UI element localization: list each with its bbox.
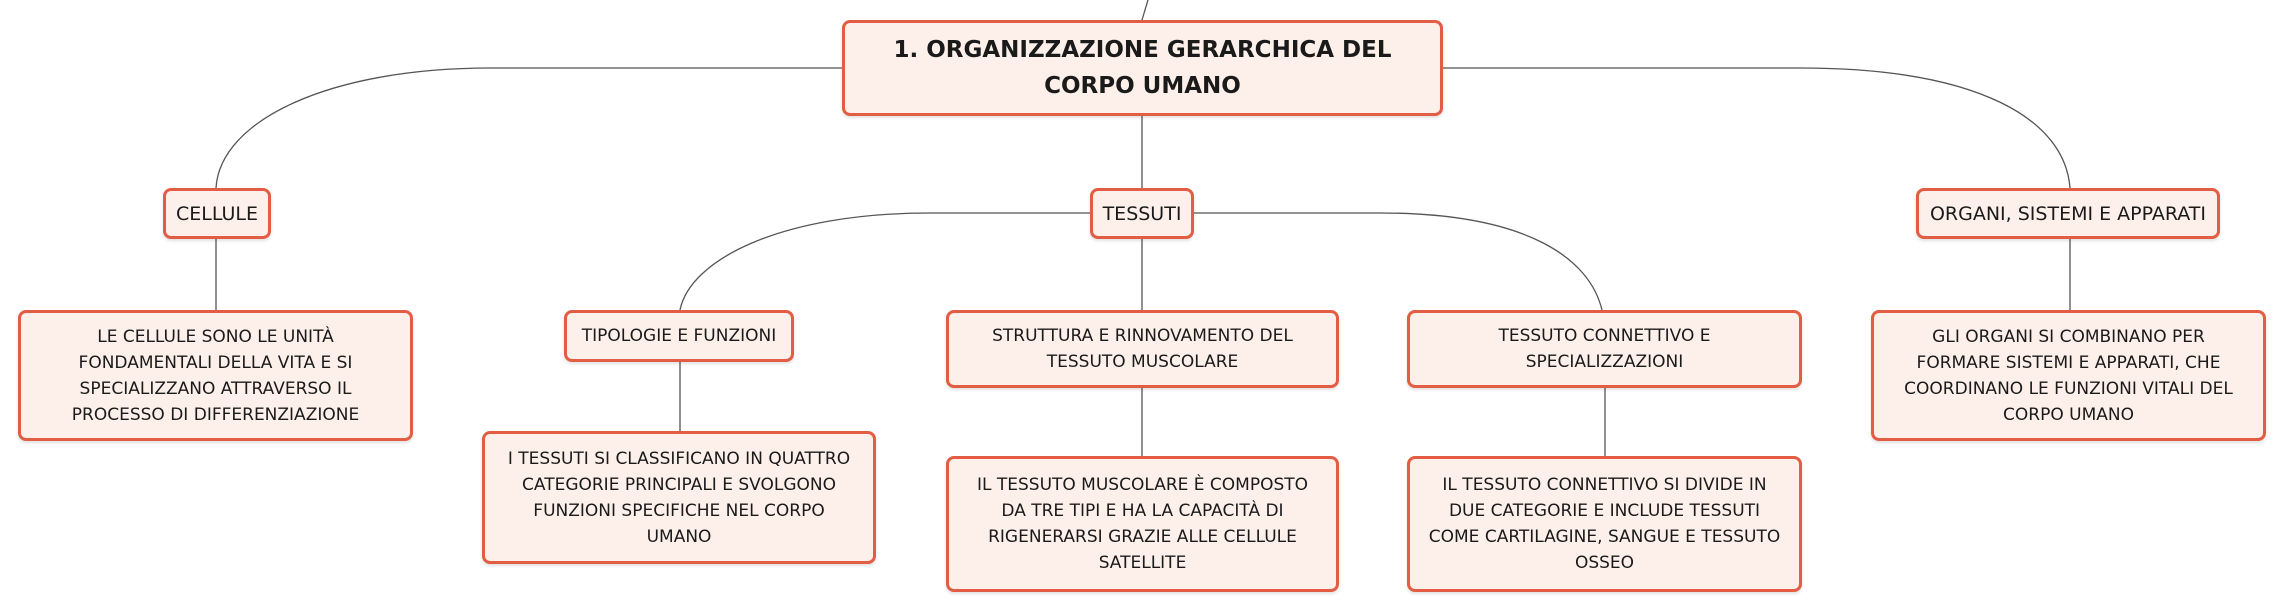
link-root-organi xyxy=(1443,68,2070,188)
subtopic-connettivo-label: TESSUTO CONNETTIVO E SPECIALIZZAZIONI xyxy=(1498,326,1711,372)
topic-organi[interactable] xyxy=(1916,188,2220,239)
organi-description[interactable] xyxy=(1871,310,2266,441)
organi-description-text: GLI ORGANI SI COMBINANO PER FORMARE SISTEMI E APPARATI, CHE COORDINANO LE FUNZIONI VITALI DEL CORPO UMANO xyxy=(1904,326,2233,425)
connettivo-description[interactable] xyxy=(1407,456,1802,592)
muscolare-description-text: IL TESSUTO MUSCOLARE È COMPOSTO DA TRE TIPI E HA LA CAPACITÀ DI RIGENERARSI GRAZIE ALLE CELLULE SATELLITE xyxy=(976,475,1309,573)
subtopic-muscolare-label: STRUTTURA E RINNOVAMENTO DEL TESSUTO MUSCOLARE xyxy=(992,326,1293,372)
link-tessuti-tipologie xyxy=(680,213,1090,310)
connettivo-description-text: IL TESSUTO CONNETTIVO SI DIVIDE IN DUE CATEGORIE E INCLUDE TESSUTI COME CARTILAGINE, SANGUE E TESSUTO OSSEO xyxy=(1428,475,1781,573)
subtopic-tipologie[interactable] xyxy=(564,310,794,362)
tipologie-description-text: I TESSUTI SI CLASSIFICANO IN QUATTRO CATEGORIE PRINCIPALI E SVOLGONO FUNZIONI SPECIFICHE NEL CORPO UMANO xyxy=(507,448,851,547)
cellule-description[interactable] xyxy=(18,310,413,441)
link-tessuti-connettivo xyxy=(1194,213,1602,310)
cellule-description-text: LE CELLULE SONO LE UNITÀ FONDAMENTALI DELLA VITA E SI SPECIALIZZANO ATTRAVERSO IL PROCESSO DI DIFFERENZIAZIONE xyxy=(71,326,360,425)
topic-cellule-label: CELLULE xyxy=(176,202,258,225)
root-topic-label: 1. ORGANIZZAZIONE GERARCHICA DEL CORPO UMANO xyxy=(893,37,1392,99)
muscolare-description[interactable] xyxy=(946,456,1339,592)
subtopic-muscolare[interactable] xyxy=(946,310,1339,388)
subtopic-tipologie-label: TIPOLOGIE E FUNZIONI xyxy=(581,326,777,346)
tipologie-description[interactable] xyxy=(482,431,876,564)
subtopic-connettivo[interactable] xyxy=(1407,310,1802,388)
link-root-cellule xyxy=(216,68,842,188)
topic-tessuti-label: TESSUTI xyxy=(1102,202,1182,225)
link-root-parent xyxy=(1142,0,1148,20)
root-topic[interactable] xyxy=(842,20,1443,116)
topic-organi-label: ORGANI, SISTEMI E APPARATI xyxy=(1929,202,2207,225)
topic-cellule[interactable] xyxy=(163,188,271,239)
topic-tessuti[interactable] xyxy=(1090,188,1194,239)
